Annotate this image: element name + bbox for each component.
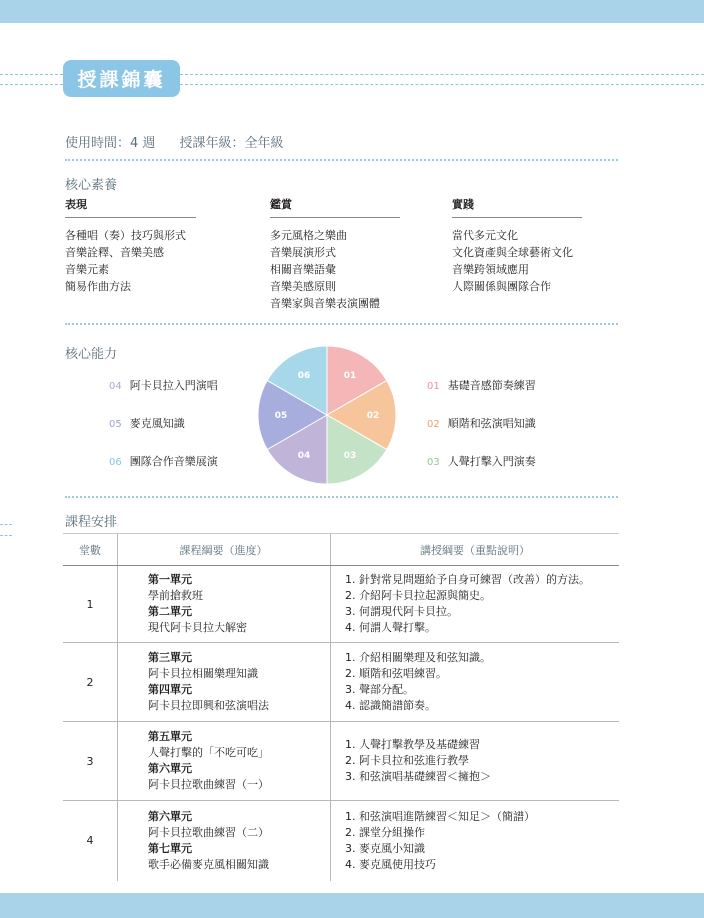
unit-title: 第六單元: [148, 762, 192, 775]
unit-desc: 阿卡貝拉歌曲練習（一）: [148, 778, 269, 791]
header-cell: 講授綱要（重點說明）: [331, 534, 620, 566]
list-item: 音樂詮釋、音樂美感: [65, 246, 164, 259]
title-dash-right-2: [180, 84, 704, 85]
literacy-column-practice: [452, 196, 582, 295]
side-dash: [0, 524, 12, 525]
unit-title: 第一單元: [148, 573, 192, 586]
side-dash: [0, 535, 12, 536]
usage-time: 使用時間：4 週: [65, 136, 156, 151]
point-item: 2. 課堂分組操作: [345, 825, 425, 839]
unit-cell: [118, 722, 331, 801]
column-head: 實踐: [452, 196, 582, 218]
title-dash-right: [180, 74, 704, 75]
table-row: [63, 722, 619, 801]
point-item: 4. 何謂人聲打擊。: [345, 621, 436, 634]
ability-label: 團隊合作音樂展演: [129, 455, 218, 468]
pie-label-05: 05: [274, 411, 288, 421]
page-title: 授課錦囊: [63, 60, 180, 97]
pie-label-01: 01: [343, 371, 357, 382]
meta-line: [65, 132, 304, 151]
ability-02: [427, 415, 536, 431]
separator: [65, 159, 618, 161]
ability-number: 03: [427, 457, 440, 468]
ability-label: 順階和弦演唱知識: [447, 417, 536, 430]
list-item: 多元風格之樂曲: [270, 229, 347, 242]
bottom-band: [0, 893, 704, 918]
list-item: 相關音樂語彙: [270, 263, 336, 276]
schedule-heading: 課程安排: [65, 515, 118, 530]
top-band: [0, 0, 704, 23]
list-item: 文化資產與全球藝術文化: [452, 246, 573, 259]
header-cell: 課程綱要（進度）: [118, 534, 331, 566]
point-item: 3. 聲部分配。: [345, 683, 414, 696]
point-item: 1. 針對常見問題給予自身可練習（改善）的方法。: [345, 573, 590, 586]
list-item: 音樂跨領域應用: [452, 263, 529, 276]
ability-label: 麥克風知識: [129, 417, 185, 430]
unit-desc: 現代阿卡貝拉大解密: [148, 621, 247, 634]
literacy-column-performance: [65, 196, 196, 295]
point-item: 2. 順階和弦唱練習。: [345, 667, 447, 680]
unit-cell: [118, 643, 331, 722]
unit-desc: 人聲打擊的「不吃可吃」: [148, 746, 269, 759]
point-item: 2. 阿卡貝拉和弦進行教學: [345, 754, 469, 767]
list-item: 各種唱（奏）技巧與形式: [65, 229, 186, 242]
ability-number: 02: [427, 419, 440, 430]
table-row: [63, 643, 619, 722]
pie-label-06: 06: [297, 371, 311, 382]
ability-04: [109, 377, 218, 393]
literacy-column-appreciation: [270, 196, 400, 312]
point-item: 2. 介紹阿卡貝拉起源與簡史。: [345, 589, 491, 602]
points-cell: [331, 643, 620, 722]
pie-label-03: 03: [343, 450, 357, 461]
list-item: 人際關係與團隊合作: [452, 280, 551, 293]
unit-title: 第六單元: [148, 809, 192, 823]
point-item: 3. 和弦演唱基礎練習＜擁抱＞: [345, 770, 491, 783]
grade-level: 授課年級：全年級: [179, 136, 284, 151]
ability-03: [427, 453, 536, 469]
ability-number: 05: [109, 419, 122, 430]
list-item: 當代多元文化: [452, 229, 518, 242]
lesson-number: 3: [63, 722, 118, 801]
lesson-number: 4: [86, 834, 94, 848]
column-head: 表現: [65, 196, 196, 218]
ability-number: 06: [109, 457, 122, 468]
list-item: 音樂家與音樂表演團體: [270, 297, 380, 310]
list-item: 音樂展演形式: [270, 246, 336, 259]
point-item: 4. 認識簡譜節奏。: [345, 699, 436, 712]
ability-pie: [257, 345, 397, 485]
ability-label: 基礎音感節奏練習: [447, 379, 536, 392]
column-head: 鑑賞: [270, 196, 400, 218]
table-row: [63, 801, 619, 881]
title-dash-left: [0, 74, 63, 75]
lesson-number: 2: [63, 643, 118, 722]
unit-title: 第四單元: [148, 683, 192, 696]
title-dash-left-2: [0, 84, 63, 85]
schedule-table: [63, 533, 619, 881]
core-literacy-heading: 核心素養: [65, 178, 118, 193]
core-ability-heading: 核心能力: [65, 347, 118, 362]
pie-label-04: 04: [297, 450, 311, 461]
list-item: 簡易作曲方法: [65, 280, 131, 293]
unit-title: 第七單元: [148, 841, 192, 855]
ability-number: 04: [109, 381, 122, 392]
unit-cell: [118, 801, 331, 881]
unit-desc: 阿卡貝拉相關樂理知識: [148, 667, 258, 680]
separator: [65, 496, 618, 498]
unit-title: 第二單元: [148, 605, 192, 618]
unit-cell: [118, 566, 331, 643]
ability-05: [109, 415, 185, 431]
point-item: 1. 和弦演唱進階練習＜知足＞（簡譜）: [345, 809, 535, 823]
point-item: 4. 麥克風使用技巧: [345, 857, 436, 871]
unit-title: 第五單元: [148, 730, 192, 743]
list-item: 音樂美感原則: [270, 280, 336, 293]
ability-06: [109, 453, 218, 469]
ability-label: 人聲打擊入門演奏: [447, 455, 536, 468]
header-cell: 堂數: [63, 534, 118, 566]
table-header-row: [63, 534, 619, 566]
point-item: 1. 人聲打擊教學及基礎練習: [345, 738, 480, 751]
unit-title: 第三單元: [148, 651, 192, 664]
point-item: 3. 何謂現代阿卡貝拉。: [345, 605, 458, 618]
table-row: [63, 566, 619, 643]
ability-01: [427, 377, 536, 393]
points-cell: [331, 722, 620, 801]
points-cell: [331, 801, 620, 881]
unit-desc: 學前搶救班: [148, 589, 203, 602]
ability-number: 01: [427, 381, 440, 392]
point-item: 1. 介紹相關樂理及和弦知識。: [345, 651, 491, 664]
ability-label: 阿卡貝拉入門演唱: [129, 379, 218, 392]
unit-desc: 阿卡貝拉即興和弦演唱法: [148, 699, 269, 712]
unit-desc: 歌手必備麥克風相關知識: [148, 857, 269, 871]
unit-desc: 阿卡貝拉歌曲練習（二）: [148, 825, 269, 839]
separator: [65, 323, 618, 325]
lesson-number: 1: [63, 566, 118, 643]
point-item: 3. 麥克風小知識: [345, 841, 425, 855]
points-cell: [331, 566, 620, 643]
list-item: 音樂元素: [65, 263, 109, 276]
pie-label-02: 02: [366, 411, 380, 421]
